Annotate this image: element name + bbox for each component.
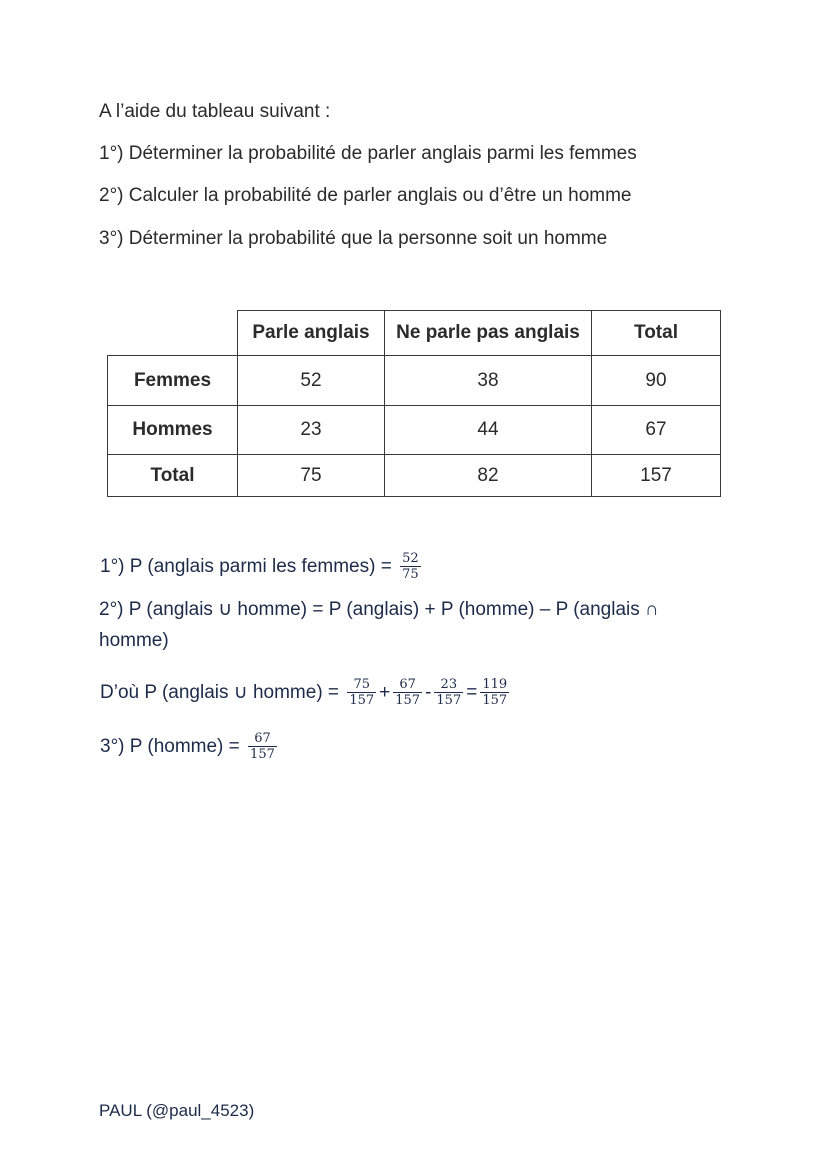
answer-2-result xyxy=(99,677,511,708)
question-3: 3°) Déterminer la probabilité que la personne soit un homme xyxy=(99,228,608,249)
question-2: 2°) Calculer la probabilité de parler anglais ou d’être un homme xyxy=(99,185,632,206)
table-header-cell: Parle anglais xyxy=(238,311,385,356)
table-cell: 75 xyxy=(238,455,385,497)
fraction-denominator: 75 xyxy=(402,567,419,582)
table-cell: 23 xyxy=(238,406,385,455)
table-cell: 82 xyxy=(385,455,592,497)
answer-3-text: 3°) P (homme) = xyxy=(100,735,240,757)
fraction-numerator: 119 xyxy=(482,677,508,692)
table-cell: 38 xyxy=(385,356,592,406)
table-header-cell: Total xyxy=(592,311,721,356)
fraction xyxy=(248,731,277,762)
answer-3 xyxy=(99,731,279,762)
fraction-denominator: 157 xyxy=(395,693,421,708)
fraction-numerator: 23 xyxy=(434,677,463,693)
fraction-numerator: 67 xyxy=(248,731,277,747)
contingency-table xyxy=(107,310,721,497)
plus-operator: + xyxy=(379,681,391,703)
row-label-cell: Hommes xyxy=(108,406,238,455)
fraction-denominator: 157 xyxy=(250,747,275,762)
table-corner-cell xyxy=(108,311,238,356)
answer-2-line-2: homme) xyxy=(99,630,169,651)
fraction-numerator: 52 xyxy=(402,551,419,566)
minus-operator: - xyxy=(425,681,432,703)
equals-operator: = xyxy=(466,681,478,703)
table-cell: 67 xyxy=(592,406,721,455)
fraction-denominator: 157 xyxy=(436,693,462,708)
table-cell: 44 xyxy=(385,406,592,455)
answer-1 xyxy=(99,551,423,582)
fraction xyxy=(347,677,376,708)
author-footer: PAUL (@paul_4523) xyxy=(99,1101,255,1120)
fraction xyxy=(434,677,463,708)
table-row xyxy=(108,406,721,455)
table-row xyxy=(108,356,721,406)
question-1: 1°) Déterminer la probabilité de parler anglais parmi les femmes xyxy=(99,143,637,164)
instruction-intro: A l’aide du tableau suivant : xyxy=(99,101,331,122)
fraction xyxy=(393,677,422,708)
answer-1-text: 1°) P (anglais parmi les femmes) = xyxy=(100,555,392,577)
fraction xyxy=(400,551,421,582)
table-header-cell: Ne parle pas anglais xyxy=(385,311,592,356)
row-label-cell: Femmes xyxy=(108,356,238,406)
fraction-numerator: 75 xyxy=(347,677,376,693)
fraction-numerator: 67 xyxy=(393,677,422,693)
fraction-denominator: 157 xyxy=(482,693,508,708)
table-header-row xyxy=(108,311,721,356)
table-cell: 90 xyxy=(592,356,721,406)
fraction-denominator: 157 xyxy=(349,693,375,708)
answer-2-result-text: D’où P (anglais ∪ homme) = xyxy=(100,682,340,703)
table-row xyxy=(108,455,721,497)
table-cell: 52 xyxy=(238,356,385,406)
row-label-cell: Total xyxy=(108,455,238,497)
answer-2-line-1: 2°) P (anglais ∪ homme) = P (anglais) + P (homme) – P (anglais ∩ xyxy=(99,599,659,620)
fraction xyxy=(480,677,509,708)
table-cell: 157 xyxy=(592,455,721,497)
